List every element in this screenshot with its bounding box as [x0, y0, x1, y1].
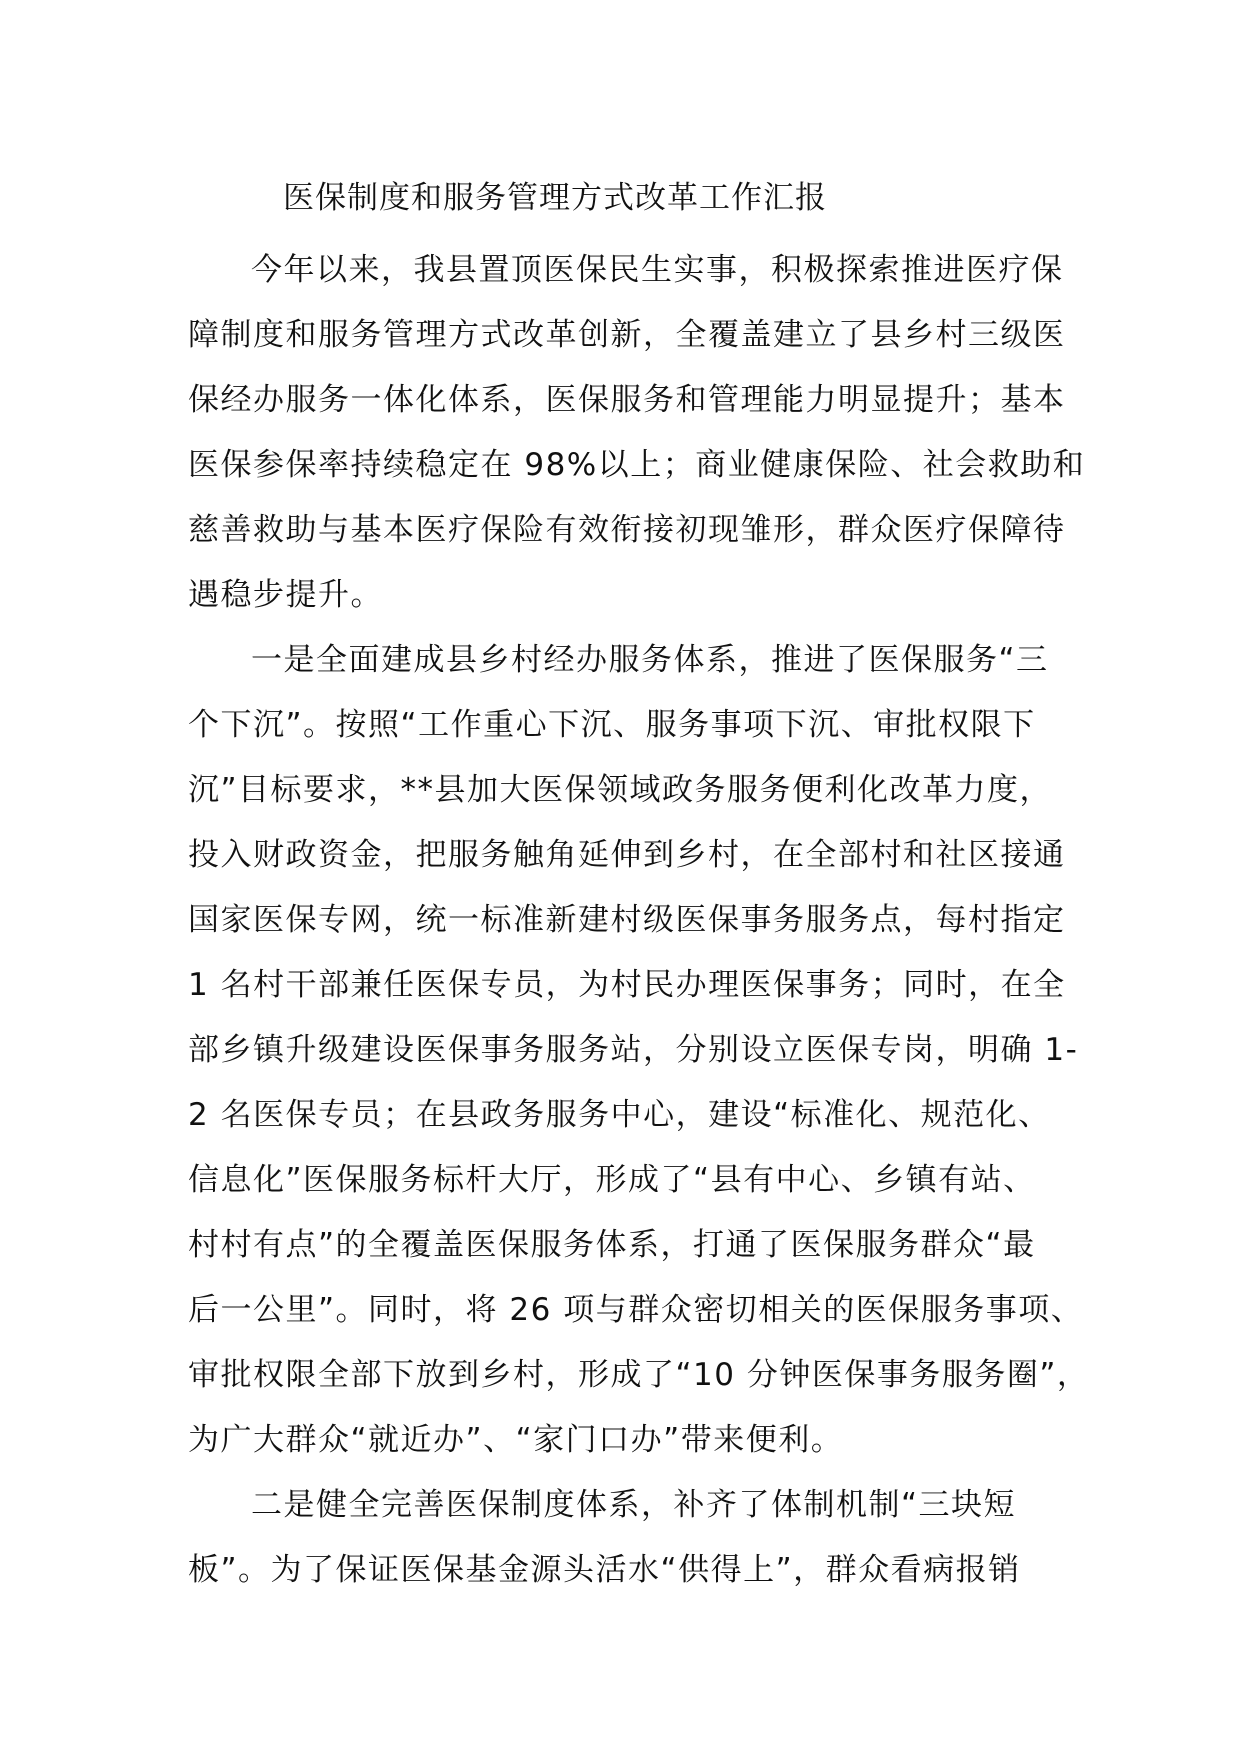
paragraph-line: 保经办服务一体化体系，医保服务和管理能力明显提升；基本: [188, 382, 1066, 418]
paragraph-line: 部乡镇升级建设医保事务服务站，分别设立医保专岗，明确 1-: [188, 1032, 1079, 1068]
document-body: [188, 238, 1090, 1603]
paragraph-line: 投入财政资金，把服务触角延伸到乡村，在全部村和社区接通: [188, 837, 1066, 873]
paragraph-line: 障制度和服务管理方式改革创新，全覆盖建立了县乡村三级医: [188, 317, 1066, 353]
paragraph-line: 慈善救助与基本医疗保险有效衔接初现雏形，群众医疗保障待: [188, 512, 1066, 548]
paragraph-line: 板”。为了保证医保基金源头活水“供得上”，群众看病报销: [188, 1552, 1021, 1588]
paragraph-line: 国家医保专网，统一标准新建村级医保事务服务点，每村指定: [188, 902, 1066, 938]
paragraph-line: 沉”目标要求，**县加大医保领域政务服务便利化改革力度，: [188, 772, 1053, 808]
paragraph-line: 遇稳步提升。: [188, 577, 383, 613]
paragraph-line: 二是健全完善医保制度体系，补齐了体制机制“三块短: [251, 1487, 1017, 1523]
document-title: 医保制度和服务管理方式改革工作汇报: [283, 180, 827, 216]
paragraph-line: 审批权限全部下放到乡村，形成了“10 分钟医保事务服务圈”，: [188, 1357, 1090, 1393]
paragraph-line: 信息化”医保服务标杆大厅，形成了“县有中心、乡镇有站、: [188, 1162, 1036, 1198]
paragraph-line: 今年以来，我县置顶医保民生实事，积极探索推进医疗保: [251, 252, 1064, 288]
paragraph-line: 个下沉”。按照“工作重心下沉、服务事项下沉、审批权限下: [188, 707, 1036, 743]
paragraph-line: 后一公里”。同时，将 26 项与群众密切相关的医保服务事项、: [188, 1292, 1084, 1328]
paragraph-line: 2 名医保专员；在县政务服务中心，建设“标准化、规范化、: [188, 1097, 1051, 1133]
paragraph-line: 1 名村干部兼任医保专员，为村民办理医保事务；同时，在全: [188, 967, 1066, 1003]
paragraph-line: 村村有点”的全覆盖医保服务体系，打通了医保服务群众“最: [188, 1227, 1036, 1263]
paragraph-line: 一是全面建成县乡村经办服务体系，推进了医保服务“三: [251, 642, 1049, 678]
paragraph-line: 医保参保率持续稳定在 98%以上；商业健康保险、社会救助和: [188, 447, 1086, 483]
paragraph-line: 为广大群众“就近办”、“家门口办”带来便利。: [188, 1422, 844, 1458]
